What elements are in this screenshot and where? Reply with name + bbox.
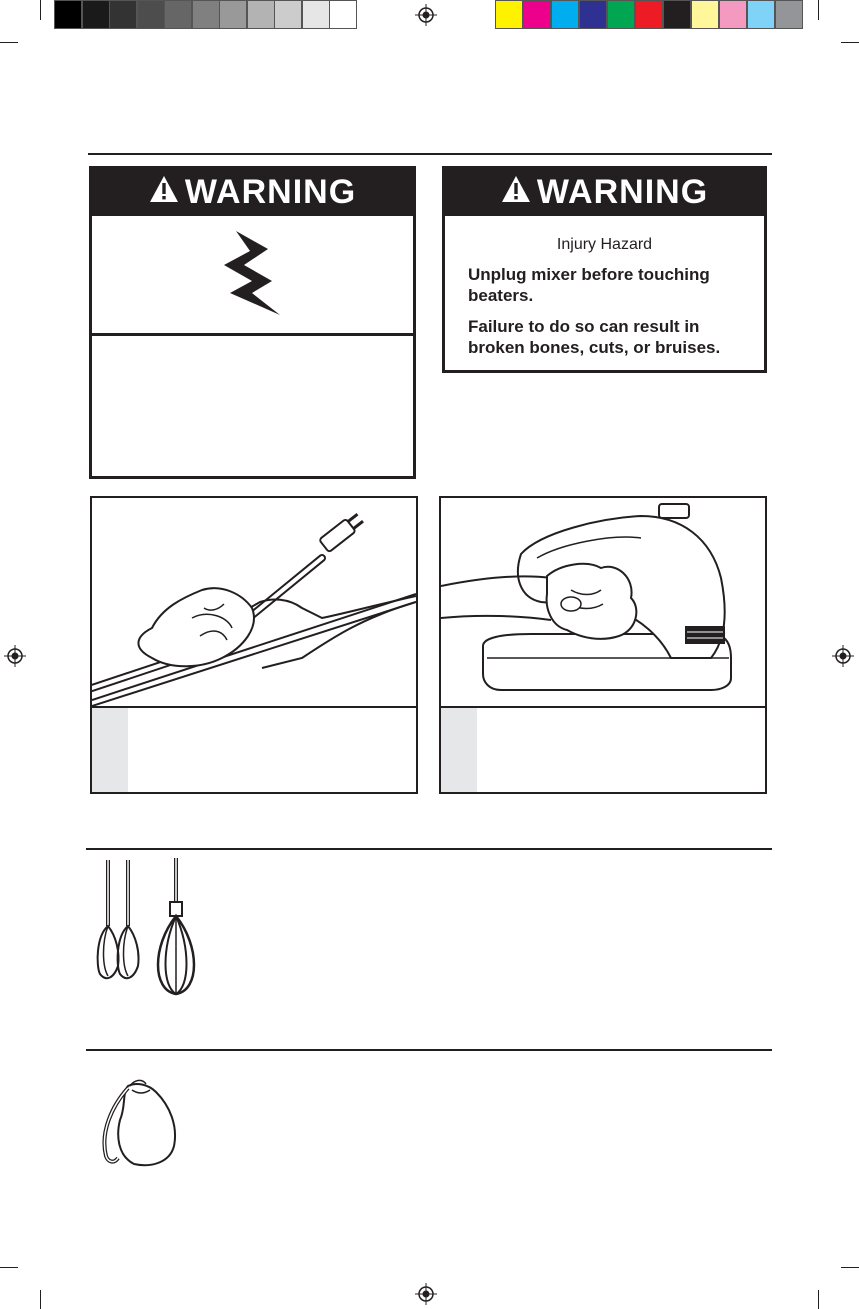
color-swatch [607,0,635,29]
warning-triangle-icon [149,173,179,212]
warning-instruction: Unplug mixer before touching beaters. [468,265,710,305]
color-swatch [663,0,691,29]
color-swatch [137,0,165,29]
electrical-shock-icon [222,231,284,317]
crop-mark [841,1267,859,1268]
step-number-bar [92,708,128,792]
color-swatch [247,0,275,29]
beaters-and-whisk-illustration [92,856,202,998]
crop-mark [841,42,859,43]
crop-mark [40,1290,41,1309]
color-swatch [54,0,82,29]
crop-mark [818,0,819,20]
crop-mark [0,1267,18,1268]
color-swatch [192,0,220,29]
registration-mark-icon [832,645,854,667]
wiping-mixer-body-illustration [441,498,765,706]
color-swatch [82,0,110,29]
color-swatch [164,0,192,29]
mixer-cleaning-panel [439,496,767,794]
color-swatch [523,0,551,29]
crop-mark [0,42,18,43]
color-swatch [329,0,357,29]
panel-divider [92,706,416,708]
warning-triangle-icon [501,173,531,212]
wiping-cord-illustration [92,498,416,706]
color-swatch [495,0,523,29]
registration-mark-icon [415,4,437,26]
color-swatch [551,0,579,29]
color-swatch [747,0,775,29]
color-swatch [109,0,137,29]
color-swatch [302,0,330,29]
section-rule [86,1049,772,1051]
warning-consequence: Failure to do so can result in broken bones, cuts, or bruises. [468,317,721,357]
step-number-bar [441,708,477,792]
color-swatch [719,0,747,29]
crop-mark [40,0,41,20]
color-swatch [219,0,247,29]
cord-cleaning-panel [90,496,418,794]
warning-title: WARNING [184,173,357,211]
section-rule [88,153,772,155]
section-rule [86,848,772,850]
crop-mark [818,1290,819,1309]
warning-title: WARNING [536,173,709,211]
storage-bag-illustration [98,1076,178,1168]
hazard-heading: Injury Hazard [556,236,653,253]
registration-mark-icon [415,1283,437,1305]
warning-divider [92,333,413,336]
warning-box-electrical [89,166,416,479]
color-swatch [691,0,719,29]
warning-box-injury [442,166,767,373]
registration-mark-icon [4,645,26,667]
color-swatch [635,0,663,29]
warning-header [92,169,413,216]
color-swatch [579,0,607,29]
color-swatch [775,0,803,29]
panel-divider [441,706,765,708]
warning-header [445,169,764,216]
color-swatch [274,0,302,29]
